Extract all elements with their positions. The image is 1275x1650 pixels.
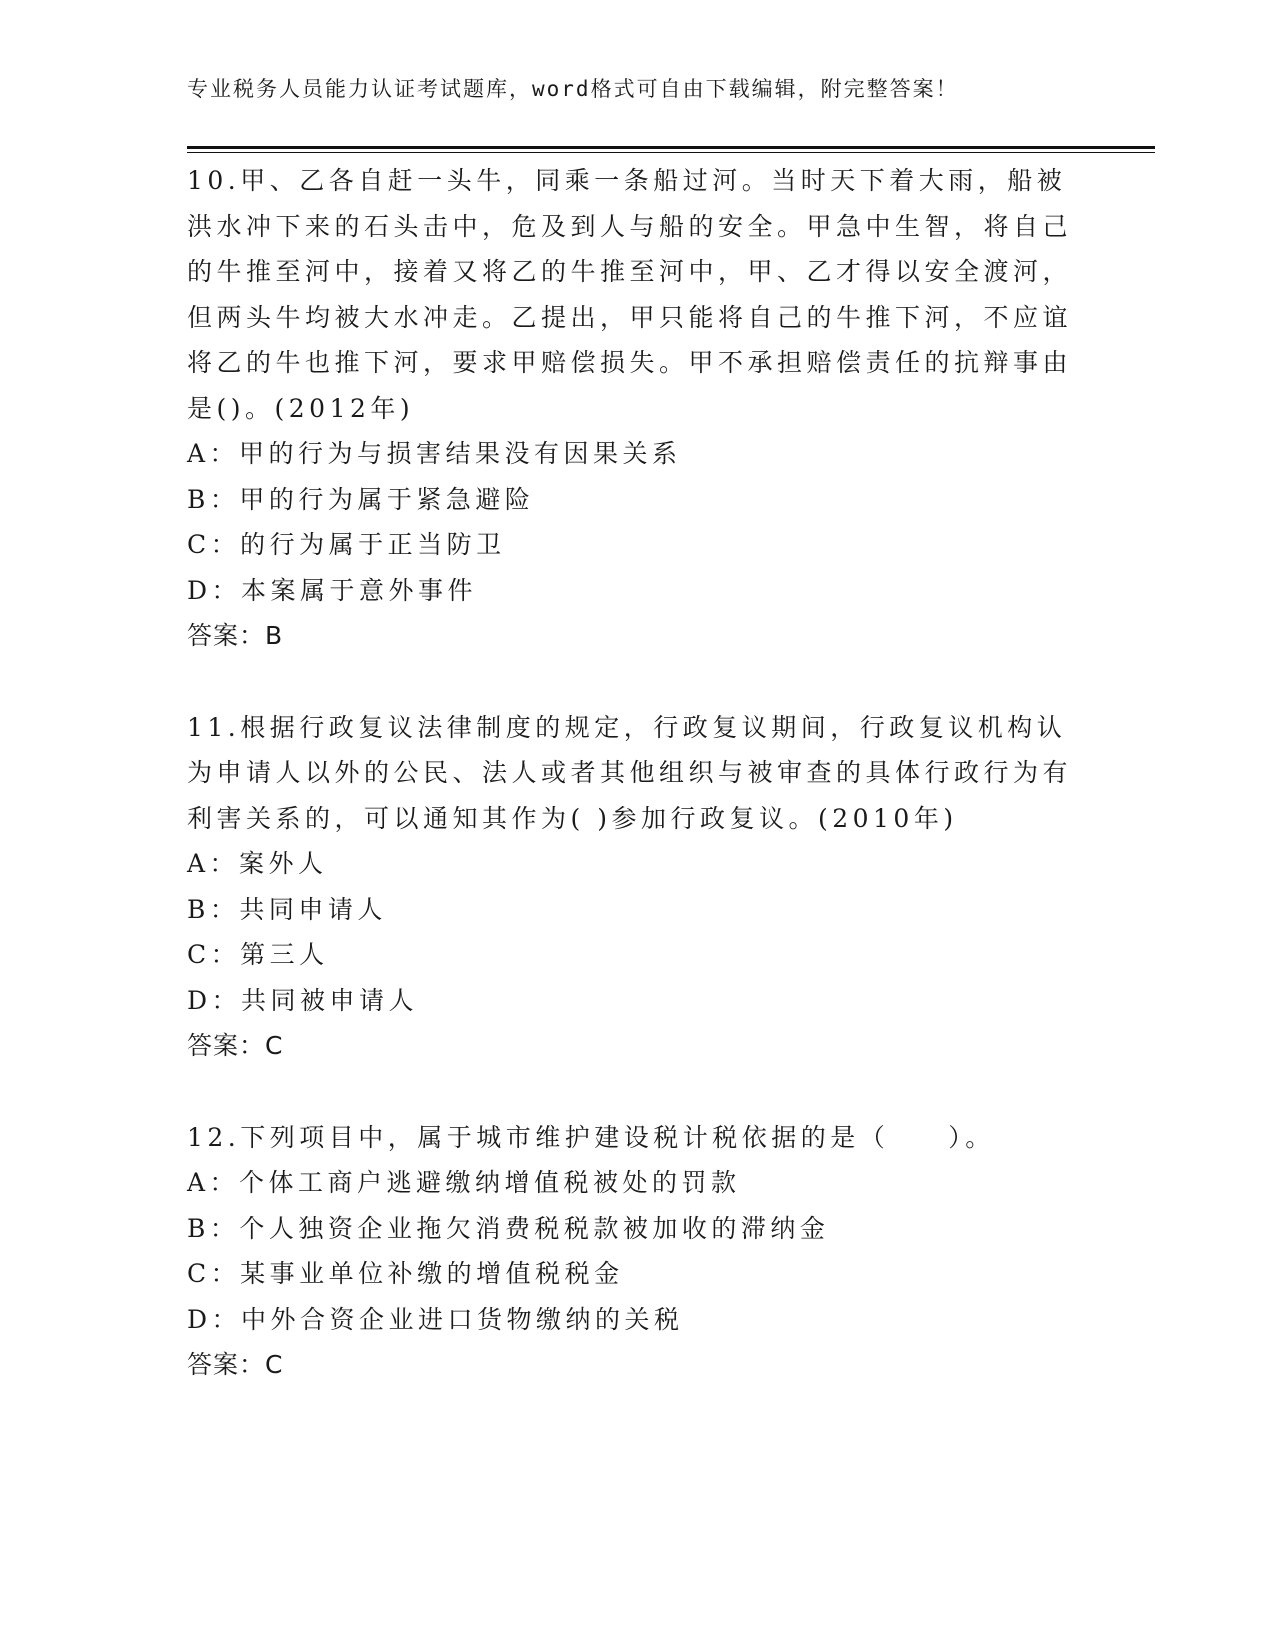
header-rule-thin: [187, 152, 1155, 153]
option-c: C：第三人: [187, 940, 329, 969]
option-d: D：本案属于意外事件: [187, 575, 478, 605]
option-b: B：共同申请人: [187, 894, 387, 924]
question-10: [187, 158, 1087, 659]
option-a: A：案外人: [187, 849, 328, 878]
option-a: A：甲的行为与损害结果没有因果关系: [187, 439, 682, 468]
question-12: [187, 1115, 1087, 1388]
question-stem: 10.甲、乙各自赶一头牛，同乘一条船过河。当时天下着大雨，船被洪水冲下来的石头击中，危及到人与船的安全。甲急中生智，将自己的牛推至河中，接着又将乙的牛推至河中，甲、乙才得以安全渡河，但两头牛均被大水冲走。乙提出，甲只能将自己的牛推下河，不应谊将乙的牛也推下河，要求甲赔偿损失。甲不承担赔偿责任的抗辩事由是()。(2012年): [187, 166, 1073, 423]
option-b: B：甲的行为属于紧急避险: [187, 484, 535, 514]
question-11: [187, 705, 1087, 1069]
answer: 答案：C: [187, 1350, 284, 1379]
option-b: B：个人独资企业拖欠消费税税款被加收的滞纳金: [187, 1213, 830, 1243]
answer: 答案：C: [187, 1031, 284, 1060]
question-stem: 12.下列项目中，属于城市维护建设税计税依据的是（ ）。: [187, 1122, 995, 1152]
spacer: [187, 659, 1087, 705]
option-c: C：某事业单位补缴的增值税税金: [187, 1259, 624, 1288]
option-d: D：中外合资企业进口货物缴纳的关税: [187, 1304, 684, 1334]
option-a: A：个体工商户逃避缴纳增值税被处的罚款: [187, 1168, 741, 1197]
spacer: [187, 1069, 1087, 1115]
question-list: [187, 158, 1087, 1388]
question-stem: 11.根据行政复议法律制度的规定，行政复议期间，行政复议机构认为申请人以外的公民、法人或者其他组织与被审查的具体行政行为有利害关系的，可以通知其作为( )参加行政复议。(2010年): [187, 712, 1073, 833]
option-d: D：共同被申请人: [187, 985, 419, 1015]
answer: 答案：B: [187, 621, 284, 650]
page-header: 专业税务人员能力认证考试题库，word格式可自由下载编辑，附完整答案！: [187, 77, 959, 101]
header-rule: [187, 146, 1155, 149]
option-c: C：的行为属于正当防卫: [187, 530, 506, 559]
